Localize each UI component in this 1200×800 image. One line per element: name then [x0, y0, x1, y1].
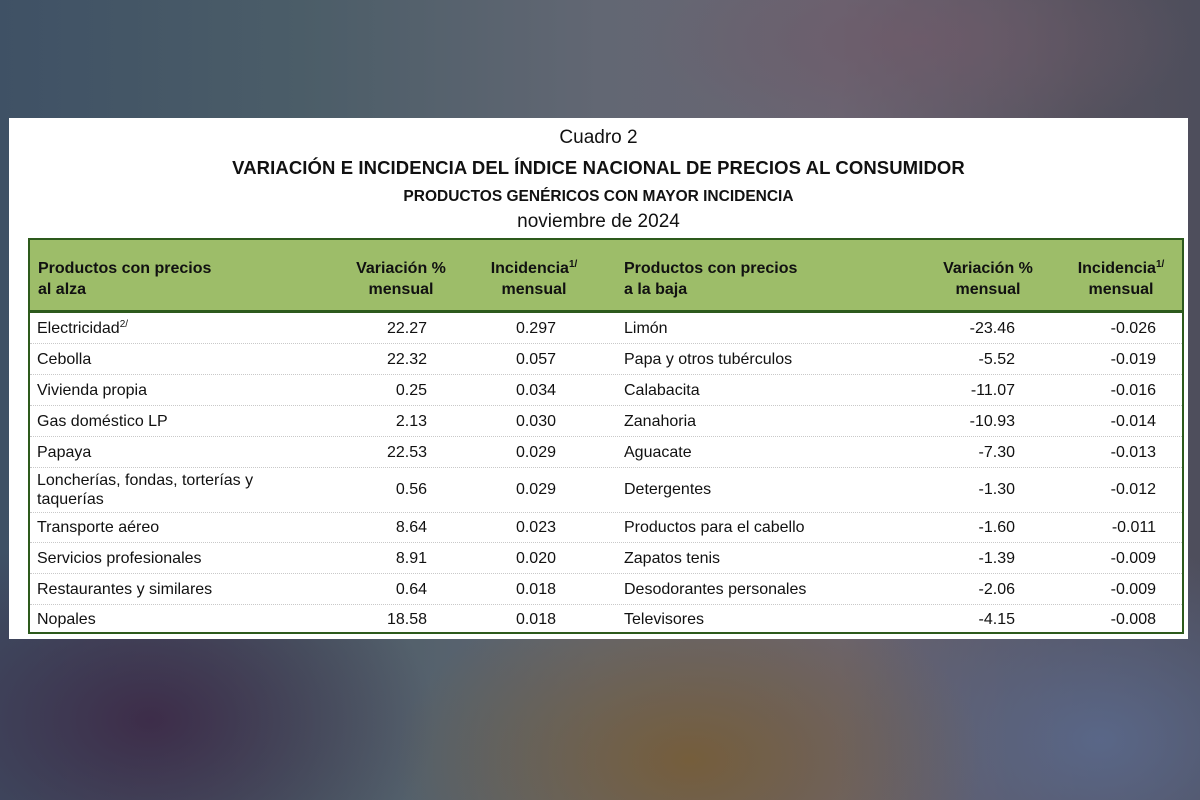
product-name-line: taquerías	[37, 491, 104, 508]
down-product: Limón	[624, 320, 668, 337]
table-row	[30, 543, 1182, 574]
document-date: noviembre de 2024	[517, 211, 680, 232]
header-down-product	[624, 258, 797, 300]
header-line: Productos con precios	[624, 260, 798, 277]
down-product: Productos para el cabello	[624, 519, 805, 536]
document-title: VARIACIÓN E INCIDENCIA DEL ÍNDICE NACIONAL DE PRECIOS AL CONSUMIDOR	[232, 157, 965, 178]
up-product: Papaya	[37, 444, 92, 461]
document-subtitle: PRODUCTOS GENÉRICOS CON MAYOR INCIDENCIA	[403, 188, 794, 205]
up-variation: 18.58	[386, 611, 427, 628]
down-variation: -1.30	[978, 481, 1015, 498]
header-line: a la baja	[624, 281, 688, 298]
header-up-product	[38, 258, 211, 300]
down-variation: -5.52	[978, 351, 1015, 368]
header-line: al alza	[38, 281, 87, 298]
header-line	[1060, 258, 1182, 279]
header-line: mensual	[955, 281, 1021, 298]
down-incidence: -0.014	[1110, 413, 1156, 430]
footnote-marker: 1/	[568, 259, 578, 270]
header-line: mensual	[368, 281, 434, 298]
table-number: Cuadro 2	[559, 127, 638, 148]
document-card	[9, 118, 1188, 639]
down-product: Calabacita	[624, 382, 700, 399]
header-line	[474, 258, 594, 279]
table-row	[30, 406, 1182, 437]
down-variation: -10.93	[969, 413, 1015, 430]
table-row	[30, 437, 1182, 468]
header-line: mensual	[1088, 281, 1154, 298]
down-product: Televisores	[624, 611, 705, 628]
header-down-incidence	[1060, 258, 1182, 300]
up-product: Vivienda propia	[37, 382, 148, 399]
up-incidence: 0.018	[515, 611, 556, 628]
down-incidence: -0.012	[1110, 481, 1156, 498]
up-product: Transporte aéreo	[37, 519, 160, 536]
up-variation: 0.25	[395, 382, 427, 399]
up-incidence: 0.029	[515, 481, 556, 498]
up-product	[37, 319, 128, 338]
down-incidence: -0.008	[1110, 611, 1156, 628]
up-incidence: 0.057	[515, 351, 556, 368]
down-product: Desodorantes personales	[624, 581, 807, 598]
down-variation: -2.06	[978, 581, 1015, 598]
table-row	[30, 344, 1182, 375]
inpc-table	[28, 238, 1184, 634]
up-product: Restaurantes y similares	[37, 581, 213, 598]
table-row	[30, 375, 1182, 406]
down-variation: -1.39	[978, 550, 1015, 567]
up-variation: 0.56	[395, 481, 427, 498]
up-incidence: 0.023	[515, 519, 556, 536]
up-variation: 22.53	[386, 444, 427, 461]
up-product: Gas doméstico LP	[37, 413, 168, 430]
up-incidence: 0.018	[515, 581, 556, 598]
table-row	[30, 605, 1182, 634]
up-variation: 22.27	[386, 320, 427, 337]
up-product: Servicios profesionales	[37, 550, 202, 567]
table-row	[30, 468, 1182, 513]
up-variation: 22.32	[386, 351, 427, 368]
table-row	[30, 574, 1182, 605]
up-incidence: 0.034	[515, 382, 556, 399]
header-text: Incidencia	[1077, 260, 1156, 277]
header-line: mensual	[501, 281, 567, 298]
table-header	[30, 240, 1182, 313]
header-up-incidence	[474, 258, 594, 300]
header-line: Productos con precios	[38, 260, 212, 277]
footnote-marker: 1/	[1155, 259, 1165, 270]
down-variation: -23.46	[969, 320, 1015, 337]
up-incidence: 0.029	[515, 444, 556, 461]
up-variation: 2.13	[395, 413, 427, 430]
down-incidence: -0.009	[1110, 550, 1156, 567]
header-down-variation	[923, 258, 1053, 300]
header-text: Incidencia	[490, 260, 569, 277]
header-up-variation	[336, 258, 466, 300]
header-line: Variación %	[943, 260, 1033, 277]
down-incidence: -0.026	[1110, 320, 1156, 337]
down-variation: -7.30	[978, 444, 1015, 461]
down-product: Zanahoria	[624, 413, 697, 430]
up-incidence: 0.297	[515, 320, 556, 337]
down-variation: -4.15	[978, 611, 1015, 628]
down-incidence: -0.011	[1111, 519, 1156, 536]
down-incidence: -0.016	[1110, 382, 1156, 399]
up-product: Nopales	[37, 611, 96, 628]
down-product: Zapatos tenis	[624, 550, 721, 567]
up-variation: 8.91	[395, 550, 427, 567]
product-name: Electricidad	[37, 320, 120, 337]
down-product: Aguacate	[624, 444, 692, 461]
down-product: Detergentes	[624, 481, 712, 498]
product-name-line: Loncherías, fondas, torterías y	[37, 472, 254, 489]
up-incidence: 0.030	[515, 413, 556, 430]
table-row	[30, 513, 1182, 543]
up-variation: 0.64	[395, 581, 427, 598]
down-product: Papa y otros tubérculos	[624, 351, 793, 368]
down-incidence: -0.013	[1110, 444, 1156, 461]
footnote-marker: 2/	[119, 319, 129, 330]
header-line: Variación %	[356, 260, 446, 277]
down-variation: -11.07	[970, 382, 1015, 399]
up-product: Cebolla	[37, 351, 92, 368]
down-incidence: -0.009	[1110, 581, 1156, 598]
up-variation: 8.64	[395, 519, 427, 536]
up-product	[37, 471, 253, 509]
down-incidence: -0.019	[1110, 351, 1156, 368]
up-incidence: 0.020	[515, 550, 556, 567]
table-row	[30, 313, 1182, 344]
down-variation: -1.60	[978, 519, 1015, 536]
